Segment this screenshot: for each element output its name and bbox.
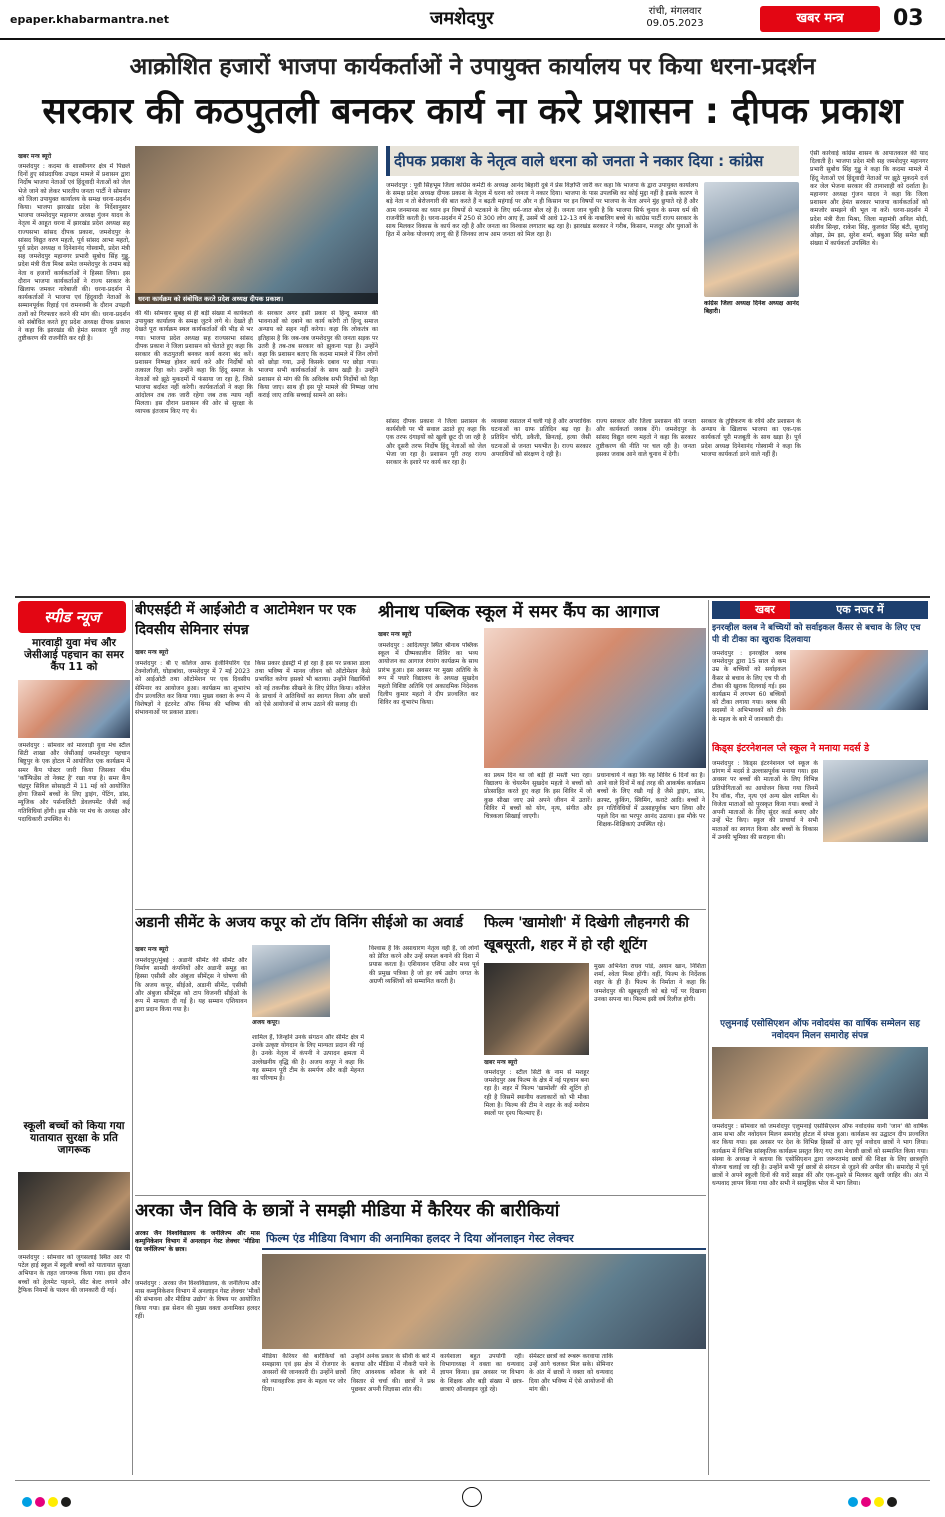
right-item3-photo <box>712 1047 928 1119</box>
khamoshi-col-2: मुख्य अभिनेता राघव पांडे, अयान खान, निशिता शर्मा, श्वेता मिश्रा होंगी। वहीं, फिल्म के निर्देशक शहर के ही हैं। फिल्म के निर्माता ने कहा कि जमशेदपुर की खूबसूरती को बड़े पर्दे पर दिखाना उनका सपना था। फिल्म इसी वर्ष रिलीज होगी। <box>594 963 706 1003</box>
adani-photo-caption: अजय कपूर। <box>252 1019 280 1026</box>
shrinath-col-1: जमशेदपुर : आदित्यपुर स्थित श्रीनाथ पब्लिक स्कूल में ग्रीष्मकालीन शिविर का भव्य आयोजन का आगाज रंगारंग कार्यक्रम के साथ प्रारंभ हुआ। इस अवसर पर मुख्य अतिथि के रूप में पधारे विद्यालय के अध्यक्ष सुखदेव महतो विशिष्ट अतिथि एवं अकादमिक निदेशक दिलीप कुमार महतो ने दीप प्रज्वलित कर शिविर का शुभारंभ किया। <box>378 642 478 707</box>
magenta-dot <box>861 1497 871 1507</box>
arka-headline: अरका जैन विवि के छात्रों ने समझी मीडिया में कैरियर की बारीकियां <box>135 1201 560 1221</box>
page-number: 03 <box>893 6 924 31</box>
right-item3-body: जमशेदपुर : सोमवार को जमशेदपुर एलुमनाई एसोसिएशन ऑफ नवोदयंस यानी 'जान' की वार्षिक आम सभा और नवोदयन मिलन समारोह होटल में संपन्न हुआ। कार्यक्रम का उद्घाटन दीप प्रज्वलित कर किया गया। इस अवसर पर देश के विभिन्न हिस्सों से आए पूर्व नवोदय छात्रों ने भाग लिया। कार्यक्रम में विभिन्न सांस्कृतिक कार्यक्रम प्रस्तुत किए गए तथा मेधावी छात्रों को सम्मानित किया गया। संस्था के अध्यक्ष ने बताया कि एसोसिएशन द्वारा जरूरतमंद छात्रों की शिक्षा के लिए छात्रवृत्ति योजना चलाई जा रही है। उन्होंने सभी पूर्व छात्रों से संगठन से जुड़ने की अपील की। समारोह में पूर्व छात्रों ने अपने स्कूली दिनों की यादें साझा कीं और एक-दूसरे से मिलकर खुशी जाहिर की। अंत में धन्यवाद ज्ञापन किया गया और सभी ने सामूहिक भोज में भाग लिया। <box>712 1123 928 1188</box>
speed-news-logo: स्पीड न्यूज <box>18 601 126 633</box>
speed-item2-body: जमशेदपुर : सोमवार को जुगसलाई स्थित आर पी पटेल हाई स्कूल में स्कूली बच्चों को यातायात सुरक्षा अभियान के तहत जागरूक किया गया। इस दौरान बच्चों को हेलमेट पहनने, सीट बेल्ट लगाने और ट्रैफिक नियमों के पालन की जानकारी दी गई। <box>18 1254 130 1294</box>
site-url[interactable]: epaper.khabarmantra.net <box>10 13 169 26</box>
shrinath-col-3: प्रधानाचार्य ने कहा कि यह शिविर 6 दिनों का है। आने वाले दिनों में कई तरह की आकर्षक कार्यक्रम बच्चों के लिए रखी गई है जैसे ड्राइंग, डांस, क्राफ्ट, कुकिंग, स्विमिंग, कराटे आदि। बच्चों ने इन गतिविधियों में उत्साहपूर्वक भाग लिया और पहले दिन का भरपूर आनंद उठाया। इस मौके पर शिक्षक-शिक्षिकाएं उपस्थित रहे। <box>597 772 705 829</box>
lead-col-2: की थी। सोमवार सुबह से ही बड़ी संख्या में कार्यकर्ता उपायुक्त कार्यालय के समक्ष जुटने लगे थे। देखते ही देखते पूरा कार्यक्रम स्थल कार्यकर्ताओं की भीड़ से भर गया। भाजपा प्रदेश अध्यक्ष सह राज्यसभा सांसद दीपक प्रकाश ने जिला प्रशासन को चेताते हुए कहा कि सरकार की कठपुतली बनकर कार्य करना बंद करें। प्रशासन निष्पक्ष होकर कार्य करे और निर्दोषों को तत्काल रिहा करे। उन्होंने कहा कि हिंदू समाज के नेताओं को झूठे मुकदमों में फंसाया जा रहा है, जिसे भाजपा बर्दाश्त नहीं करेगी। कार्यकर्ताओं ने कहा कि आंदोलन तब तक जारी रहेगा जब तक न्याय नहीं मिलता। इस दौरान प्रशासन की ओर से सुरक्षा के व्यापक इंतजाम किए गए थे। <box>135 310 253 416</box>
arka-col-5: सेमेस्टर छात्रों को रूबरू करवाया ताकि उन्हें आगे चलकर मिल सके। सेमिनार के अंत में छात्रों ने वक्ता को धन्यवाद दिया और भविष्य में ऐसे आयोजनों की मांग की। <box>529 1353 613 1393</box>
lead-headline: सरकार की कठपुतली बनकर कार्य ना करे प्रशासन : दीपक प्रकाश <box>42 91 903 132</box>
lead-photo <box>135 146 378 304</box>
col-rule <box>135 909 706 910</box>
speed-item1-photo <box>18 680 130 738</box>
arka-col-4: कार्यशाला बहुत उपयोगी रही। विभागाध्यक्ष ने वक्ता का धन्यवाद ज्ञापन किया। इस अवसर पर विभाग के शिक्षक और बड़ी संख्या में छात्र-छात्राएं ऑनलाइन जुड़े रहे। <box>440 1353 524 1393</box>
speed-item2-title: स्कूली बच्चों को किया गया यातायात सुरक्षा के प्रति जागरूक <box>23 1120 125 1156</box>
bit-headline: बीएसईटी में आईओटी व आटोमेशन पर एक दिवसीय सेमिनार संपन्न <box>135 602 356 638</box>
congress-body: जमशेदपुर : पूर्वी सिंहभूम जिला कांग्रेस कमेटी के अध्यक्ष आनंद बिहारी दुबे ने प्रेस विज्ञप्ति जारी कर कहा कि भाजपा के द्वारा उपायुक्त कार्यालय के समक्ष प्रदेश अध्यक्ष दीपक प्रकाश के नेतृत्व में धरना को जनता ने नकार दिया। भाजपा के पास उपलब्धि का कोई मुद्दा नहीं है इसके कारण वे बड़े नेता न तो बेरोजगारी की बात करते हैं न बढ़ती महंगाई पर और न ही किसान पर इन विषयों पर भाजपा के नेता अपने मुंह छुपाते रहे हैं और आम जनमानस का ध्यान इन विषयों से भटकाने के लिए धर्म-जात बोल रहे हैं। जनता जान चुकी है कि भाजपा सिर्फ चुनाव के समय धर्म की राजनीति करती है। धरना-प्रदर्शन में 250 से 300 लोग आए हैं, उसमें भी आधे 12-13 वर्ष के नाबालिग बच्चे थे। कांग्रेस पार्टी राज्य सरकार के साथ मिलकर विकास के कार्य कर रही है और जनता का विश्वास लगातार बढ़ रहा है। झारखंड सरकार ने गरीब, किसान, मजदूर और युवाओं के हित में अनेक योजनाएं लागू की हैं जिनका लाभ आम जनता को मिल रहा है। <box>386 182 698 239</box>
adani-col-2: शामिल हैं, जिन्होंने उनके संगठन और सीमेंट क्षेत्र में उनके उत्कृष्ट योगदान के लिए मान्यता प्रदान की गई है। उनके नेतृत्व में कंपनी ने उत्पादन क्षमता में उल्लेखनीय वृद्धि की है। अजय कपूर ने कहा कि यह सम्मान पूरी टीम के समर्पण और कड़ी मेहनत का परिणाम है। <box>252 1034 364 1083</box>
magenta-dot <box>35 1497 45 1507</box>
congress-subhead: दीपक प्रकाश के नेतृत्व वाले धरना को जनता ने नकार दिया : कांग्रेस <box>394 152 764 170</box>
bit-col-1: जमशेदपुर : बी ए कॉलेज आफ इंजीनियरिंग एंड टेक्नोलॉजी, घोड़ाबांधा, जमशेदपुर में 7 मई 2023 को आईओटी तथा ऑटोमेशन पर एक दिवसीय सेमिनार का आयोजन हुआ। कार्यक्रम का शुभारंभ दीप प्रज्वलित कर किया गया। मुख्य वक्ता के रूप में विशेषज्ञों ने इंटरनेट ऑफ थिंग्स की भविष्य की संभावनाओं पर प्रकाश डाला। <box>135 660 250 717</box>
right-item3-title: एलुमनाई एसोसिएशन ऑफ नवोदयंस का वार्षिक सम्मेलन सह नवोदयन मिलन समारोह संपन्न <box>720 1019 920 1041</box>
shrinath-col-2: का प्रथम दिन था जो बड़ी ही मस्ती भरा रहा। विद्यालय के चेयरमैन सुखदेव महतो ने बच्चों को प्रोत्साहित करते हुए कहा कि इस शिविर में जो कुछ सीखा जाए उसे अपने जीवन में उतारें। शिविर में बच्चों को योग, नृत्य, संगीत और चित्रकला सिखाई जाएगी। <box>484 772 592 821</box>
right-item1-body: जमशेदपुर : इनरव्हील क्लब जमशेदपुर द्वारा 15 साल से कम उम्र के बच्चियों को सर्वाइकल कैंसर से बचाव के लिए एच पी वी टीका की खुराक दिलवाई गई। इस कार्यक्रम में लगभग 60 बच्चियों को टीका लगाया गया। क्लब की सदस्यों ने अभिभावकों को टीके के महत्व के बारे में जानकारी दी। <box>712 650 786 723</box>
adani-col-3: विश्वास है कि असाधारण नेतृत्व वही है, जो लोगों को प्रेरित करने और उन्हें सफल बनाने की दिशा में प्रयास करता है। एशियावन एशिया और मध्य पूर्व की प्रमुख पत्रिका है जो हर वर्ष उद्योग जगत के अग्रणी व्यक्तियों को सम्मानित करती है। <box>369 945 479 985</box>
lead-kicker: आक्रोशित हजारों भाजपा कार्यकर्ताओं ने उपायुक्त कार्यालय पर किया धरना-प्रदर्शन <box>129 54 816 80</box>
khamoshi-photo <box>484 963 589 1055</box>
black-dot <box>887 1497 897 1507</box>
col-rule <box>135 1195 706 1196</box>
congress-photo <box>704 182 799 297</box>
arka-col-6 <box>618 1353 706 1474</box>
adani-byline: खबर मन्त्र ब्यूरो <box>135 946 169 953</box>
arka-col-3: उन्होंने अनेक प्रकार के सीवी के बारे में बताया और मीडिया में नौकरी पाने के लिए आवश्यक कौशल के बारे में विस्तार से चर्चा की। छात्रों ने प्रश्न पूछकर अपनी जिज्ञासा शांत की। <box>351 1353 435 1393</box>
lead-col-1: जमशेदपुर : कदमा के शास्त्रीनगर क्षेत्र में पिछले दिनों हुए सांप्रदायिक उपद्रव मामले में प्रशासन द्वारा निर्दोष भाजपा नेताओं एवं हिंदूवादी नेताओं को जेल भेजे जाने को लेकर भारतीय जनता पार्टी ने सोमवार को जिला उपायुक्त कार्यालय के समक्ष धरना-प्रदर्शन किया। भाजपा झारखंड प्रदेश के निर्देशानुसार भाजपा जमशेदपुर महानगर अध्यक्ष गुंजन यादव के नेतृत्व में आहूत धरना में झारखंड प्रदेश अध्यक्ष सह राज्यसभा सांसद दीपक प्रकाश, जमशेदपुर के सांसद विद्युत वरण महतो, पूर्व सांसद आभा महतो, पूर्व प्रदेश अध्यक्ष व दिनेशानंद गोस्वामी, प्रदेश मंत्री सह जमशेदपुर महानगर प्रभारी सुबोध सिंह गुड्डू, प्रदेश मंत्री रीता मिश्रा समेत जमशेदपुर के तमाम बड़े नेता व हजारों कार्यकर्ताओं ने हिस्सा लिया। इस दौरान भाजपा कार्यकर्ताओं ने राज्य सरकार के खिलाफ जमकर नारेबाजी की। धरना-प्रदर्शन में कार्यकर्ताओं ने भाजपा एवं हिंदूवादी नेताओं के सम्मानपूर्वक रिहाई एवं रामनवमी के दौरान उपद्रवी तत्वों को गिरफ्तार करने की मांग की। धरना-प्रदर्शन को संबोधित करते हुए प्रदेश अध्यक्ष दीपक प्रकाश ने कहा कि झारखंड की हेमंत सरकार पूरी तरह तुष्टीकरण की राजनीति कर रही है। <box>18 163 130 343</box>
page-header <box>0 0 945 40</box>
glance-khabar-label: खबर <box>740 601 790 619</box>
col-rule <box>132 600 133 1475</box>
arka-col-2: मीडिया कैरियर की बारीकियों को समझाया एवं इस क्षेत्र में रोजगार के अवसरों की जानकारी दी। उन्होंने छात्रों को व्यावहारिक ज्ञान के महत्व पर जोर दिया। <box>262 1353 346 1393</box>
lead-mid-col-4: सरकार के तुष्टिकरण के रवैये और प्रशासन के अन्याय के खिलाफ भाजपा का एक-एक कार्यकर्ता पूरी मजबूती के साथ खड़ा है। पूर्व प्रदेश अध्यक्ष दिनेशानंद गोस्वामी ने कहा कि भाजपा कार्यकर्ता डरने वाले नहीं हैं। <box>701 418 801 458</box>
yellow-dot <box>48 1497 58 1507</box>
registration-marks-right <box>848 1492 900 1511</box>
lead-mid-col-3: राज्य सरकार और जिला प्रशासन की जनता और कार्यकर्ता जवाब देंगे। जमशेदपुर के सांसद विद्युत वरण महतो ने कहा कि सरकार तुष्टीकरण की नीति पर चल रही है। जनता इसका जवाब आने वाले चुनाव में देगी। <box>596 418 696 458</box>
arka-photo-caption: अरका जैन विश्वविद्यालय के जर्नलिज्म और मास कम्युनिकेशन विभाग में अनलाइन गेस्ट लेक्चर 'मीडिया एंड जर्नलिज्म' के छात्र। <box>135 1230 260 1254</box>
col-rule <box>708 600 709 1475</box>
right-item2-body: जमशेदपुर : किड्स इंटरनेशनल प्ले स्कूल के प्रांगण में मदर्स डे उल्लासपूर्वक मनाया गया। इस अवसर पर बच्चों की माताओं के लिए विभिन्न प्रतियोगिताओं का आयोजन किया गया जिनमें रैंप वॉक, गीत, नृत्य एवं अन्य खेल शामिल थे। विजेता माताओं को पुरस्कृत किया गया। बच्चों ने अपनी माताओं के लिए सुंदर कार्ड बनाए और उन्हें भेंट किए। स्कूल की प्राचार्या ने सभी माताओं का स्वागत किया और बच्चों के विकास में उनकी भूमिका की सराहना की। <box>712 760 818 841</box>
issue-date: 09.05.2023 <box>646 18 704 29</box>
adani-photo <box>252 945 330 1017</box>
registration-crosshair <box>462 1487 482 1507</box>
speed-item1-title: मारवाड़ी युवा मंच और जेसीआई पहचान का समर कैंप 11 को <box>24 637 124 673</box>
lead-mid-col-1: सांसद दीपक प्रकाश ने जिला प्रशासन के कार्यशैली पर भी सवाल उठाते हुए कहा कि एक तरफ दंगाइयों को खुली छूट दी जा रही है और दूसरी तरफ निर्दोष हिंदू नेताओं को जेल भेजा जा रहा है। प्रशासन पूरी तरह राज्य सरकार के इशारे पर कार्य कर रहा है। <box>386 418 486 467</box>
footer-rule <box>15 1480 930 1481</box>
lead-right-col: ऐसी कार्रवाई कांग्रेस शासन के आपातकाल की याद दिलाती है। भाजपा प्रदेश मंत्री सह जमशेदपुर महानगर प्रभारी सुबोध सिंह गुड्डू ने कहा कि कदमा मामले में हिंदू नेताओं एवं हिंदूवादी नेताओं पर झूठे मुकदमे दर्ज कर जेल भेजना सरकार की तानाशाही को दर्शाता है। महानगर अध्यक्ष गुंजन यादव ने कहा कि जिला प्रशासन और हेमंत सरकार भाजपा कार्यकर्ताओं को कमजोर समझने की भूल ना करें। धरना-प्रदर्शन में प्रदेश मंत्री रीता मिश्रा, जिला महामंत्री अनिल मोदी, संजीव सिन्हा, राकेश सिंह, कुलवंत सिंह बंटी, सुधांशु ओझा, प्रेम झा, सुरेश शर्मा, बबुआ सिंह समेत बड़ी संख्या में कार्यकर्ता उपस्थित थे। <box>810 150 928 248</box>
dateline <box>625 6 725 30</box>
khamoshi-byline: खबर मन्त्र ब्यूरो <box>484 1059 518 1066</box>
speed-item2-photo <box>18 1172 130 1250</box>
bit-byline: खबर मन्त्र ब्यूरो <box>135 649 169 656</box>
adani-headline: अडानी सीमेंट के अजय कपूर को टॉप विनिंग सीईओ का अवार्ड <box>135 915 464 931</box>
shrinath-byline: खबर मन्त्र ब्यूरो <box>378 631 412 638</box>
right-item2-title: किड्स इंटरनेशनल प्ले स्कूल ने मनाया मदर्स डे <box>712 743 870 754</box>
right-item1-photo <box>790 650 928 710</box>
khamoshi-col-1: जमशेदपुर : स्टील सिटी के नाम से मशहूर जमशेदपुर अब फिल्म के क्षेत्र में नई पहचान बना रहा है। शहर में फिल्म 'खामोशी' की शूटिंग हो रही है जिसमें स्थानीय कलाकारों को भी मौका मिला है। फिल्म की टीम ने शहर के कई मनोरम स्थलों पर दृश्य फिल्माए हैं। <box>484 1069 589 1118</box>
shrinath-photo <box>484 628 706 768</box>
khamoshi-headline: फिल्म 'खामोशी' में दिखेगी लौहनगरी की खूबसूरती, शहर में हो रही शूटिंग <box>484 915 689 953</box>
congress-photo-caption: कांग्रेस जिला अध्यक्ष दिनेश अध्यक्ष आनंद बिहारी। <box>704 300 799 316</box>
lead-col-3: के सरकार अगर इसी प्रकार से हिन्दू समाज की भावनाओं को दबाने का कार्य करेगी तो हिन्दू समाज अन्याय को सहन नहीं करेगा। कहा कि लोकतंत्र का इतिहास है कि जब-जब जमशेदपुर की जनता सड़क पर उतरी है तब-तब सरकार को झुकना पड़ा है। उन्होंने कहा कि प्रशासन बताए कि कदमा मामले में जिन लोगों को छोड़ा गया, उन्हें किसके दबाव पर छोड़ा गया। भाजपा सभी कार्यकर्ताओं के साथ खड़ी है। उन्होंने प्रशासन से मांग की कि अविलंब सभी निर्दोषों को रिहा किया जाए। साथ ही इस पूरे मामले की निष्पक्ष जांच कराई जाए ताकि सच्चाई सामने आ सके। <box>258 310 378 400</box>
cyan-dot <box>848 1497 858 1507</box>
glance-label: एक नजर में <box>836 603 884 616</box>
shrinath-headline: श्रीनाथ पब्लिक स्कूल में समर कैंप का आगाज <box>378 602 660 622</box>
black-dot <box>61 1497 71 1507</box>
lead-photo-caption: धरना कार्यक्रम को संबोधित करते प्रदेश अध्यक्ष दीपक प्रकाश। <box>135 293 378 304</box>
yellow-dot <box>874 1497 884 1507</box>
arka-photo <box>262 1254 706 1349</box>
brand-logo: खबर मन्त्र <box>760 6 880 32</box>
cyan-dot <box>22 1497 32 1507</box>
lead-byline: खबर मन्त्र ब्यूरो <box>18 153 52 160</box>
lead-mid-col-2: व्यवस्था रसातल में चली गई है और अपराधिक घटनाओं का ग्राफ प्रतिदिन बढ़ रहा है। प्रतिदिन चोरी, डकैती, छिनतई, हत्या जैसी घटनाओं से जनता भयभीत है। राज्य सरकार अपराधियों को संरक्षण दे रही है। <box>491 418 591 458</box>
speed-item1-body: जमशेदपुर : सोमवार को मारवाड़ी युवा मंच स्टील सिटी शाखा और जेसीआई जमशेदपुर पहचान बिष्टुपुर के एक होटल में आयोजित एक कार्यक्रम में समर कैंप पोस्टर जारी किया जिसका थीम 'कॉन्फिडेंस तो नेक्स्ट है' रखा गया है। समर कैंप चंद्रपुर सिविल सोसाइटी में 11 मई को आयोजित होगा जिसमें बच्चों के लिए ड्राइंग, पेंटिंग, डांस, म्यूजिक और पर्सनालिटी डेवलपमेंट जैसी कई गतिविधियां होंगी। इस मौके पर मंच के अध्यक्ष और पदाधिकारी उपस्थित थे। <box>18 742 130 823</box>
registration-marks-left <box>22 1492 74 1511</box>
bit-col-2: किस प्रकार इंडस्ट्री में हो रहा है इस पर प्रकाश डाला तथा भविष्य में मानव जीवन को ऑटोमेशन कैसे प्रभावित करेगा इसको भी बताया। उन्होंने विद्यार्थियों को नई तकनीक सीखने के लिए प्रेरित किया। कॉलेज के प्राचार्य ने अतिथियों का स्वागत किया और छात्रों को ऐसे आयोजनों से लाभ उठाने की सलाह दी। <box>255 660 370 709</box>
section-divider <box>15 596 930 598</box>
right-item1-title: इनरव्हील क्लब ने बच्चियों को सर्वाइकल कैंसर से बचाव के लिए एच पी वी टीका का खुराक दिलवाया <box>712 623 921 645</box>
adani-col-1: जमशेदपुर/मुंबई : अडानी सीमेंट की सीमेंट और निर्माण सामग्री कंपनियों और अडानी समूह का हिस्सा एसीसी और अंबुजा सीमेंट्स ने घोषणा की कि अजय कपूर, सीईओ, अडानी सीमेंट, एसीसी और अंबुजा सीमेंट्स को टाप विजनरी सीईओ के रूप में मान्यता दी गई है। यह सम्मान एशियावन द्वारा प्रदान किया गया है। <box>135 957 247 1014</box>
right-item2-photo <box>823 760 928 842</box>
arka-col-1: जमशेदपुर : अरका जैन विश्वविद्यालय, के जर्नलिज्म और मास कम्युनिकेशन विभाग में अनलाइन गेस्ट लेक्चर 'मौकों की संभावना और मीडिया उद्योग' के विषय पर आयोजित किया गया। इस सेशन की मुख्य वक्ता अनामिका हलदर रहीं। <box>135 1280 260 1320</box>
city-name: जमशेदपुर <box>430 8 494 29</box>
arka-subhead: फिल्म एंड मीडिया विभाग की अनामिका हलदर ने दिया ऑनलाइन गेस्ट लेक्चर <box>266 1232 574 1245</box>
place-day: रांची, मंगलवार <box>648 6 702 17</box>
